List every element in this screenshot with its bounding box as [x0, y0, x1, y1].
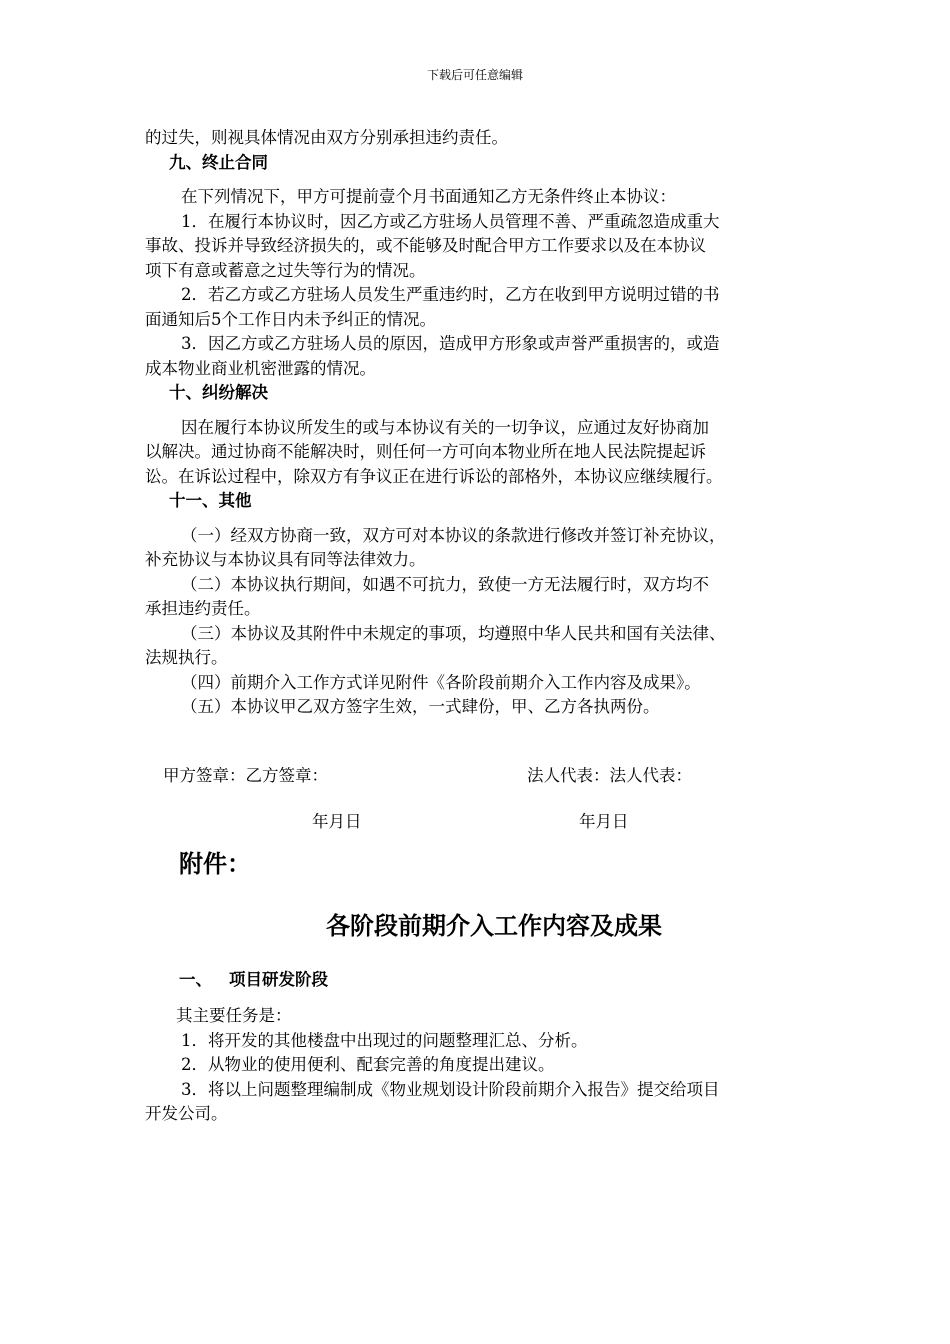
section-heading-research: [145, 968, 813, 993]
page-header: 下载后可任意编辑: [426, 68, 523, 82]
task-item-2: 2．从物业的使用便利、配套完善的角度提出建议。: [181, 1055, 555, 1074]
attachment-label: 附件：: [179, 849, 251, 878]
date-left: 年月日: [312, 811, 362, 831]
task-item-3-line-1: 3．将以上问题整理编制成《物业规划设计阶段前期介入报告》提交给项目: [181, 1079, 720, 1099]
attachment-title: 各阶段前期介入工作内容及成果: [326, 911, 662, 940]
heading-termination: 九、终止合同: [169, 152, 268, 172]
paragraph-continuation: 的过失，则视具体情况由双方分别承担违约责任。: [145, 128, 508, 147]
paragraph-dispute-line-2: 以解决。通过协商不能解决时，则任何一方可向本物业所在地人民法院提起诉: [145, 442, 706, 461]
clause-9-3-line-2: 成本物业商业机密泄露的情况。: [145, 358, 376, 378]
section-title: 项目研发阶段: [229, 969, 328, 989]
paragraph-dispute-line-3: 讼。在诉讼过程中，除双方有争议正在进行诉讼的部格外，本协议应继续履行。: [145, 466, 723, 486]
clause-11-3-line-2: 法规执行。: [145, 648, 228, 667]
clause-11-1-line-1: （一）经双方协商一致，双方可对本协议的条款进行修改并签订补充协议，: [181, 525, 726, 545]
heading-dispute: 十、纠纷解决: [169, 383, 268, 402]
clause-11-3-line-1: （三）本协议及其附件中未规定的事项，均遵照中华人民共和国有关法律、: [181, 623, 726, 643]
clause-9-1-line-2: 事故、投诉并导致经济损失的，或不能够及时配合甲方工作要求以及在本协议: [145, 236, 706, 255]
clause-9-1-line-3: 项下有意或蓄意之过失等行为的情况。: [145, 260, 426, 280]
clause-9-1-line-1: 1．在履行本协议时，因乙方或乙方驻场人员管理不善、严重疏忽造成重大: [181, 211, 720, 231]
clause-11-2-line-1: （二）本协议执行期间，如遇不可抗力，致使一方无法履行时，双方均不: [181, 574, 709, 594]
section-number: 一、: [179, 969, 212, 989]
clause-9-2-line-2: 面通知后5个工作日内未予纠正的情况。: [145, 309, 436, 329]
signature-parties: 甲方签章：乙方签章：: [163, 765, 328, 785]
heading-other: 十一、其他: [169, 491, 252, 510]
document-body: [145, 126, 813, 1127]
clause-11-4: （四）前期介入工作方式详见附件《各阶段前期介入工作内容及成果》。: [181, 672, 701, 692]
clause-9-3-line-1: 3．因乙方或乙方驻场人员的原因，造成甲方形象或声誉严重损害的，或造: [181, 334, 720, 353]
task-item-1: 1．将开发的其他楼盘中出现过的问题整理汇总、分析。: [181, 1030, 588, 1050]
task-item-3-line-2: 开发公司。: [145, 1104, 228, 1123]
date-right: 年月日: [579, 811, 629, 831]
signature-legal-reps: 法人代表：法人代表：: [527, 765, 692, 785]
clause-11-1-line-2: 补充协议与本协议具有同等法律效力。: [145, 550, 426, 569]
tasks-intro: 其主要任务是：: [176, 1006, 292, 1025]
clause-9-2-line-1: 2．若乙方或乙方驻场人员发生严重违约时，乙方在收到甲方说明过错的书: [181, 285, 720, 304]
clause-11-5: （五）本协议甲乙双方签字生效，一式肆份，甲、乙方各执两份。: [181, 697, 660, 716]
paragraph-dispute-line-1: 因在履行本协议所发生的或与本协议有关的一切争议，应通过友好协商加: [181, 417, 709, 437]
signature-row: [145, 764, 813, 788]
paragraph-termination-intro: 在下列情况下，甲方可提前壹个月书面通知乙方无条件终止本协议：: [181, 187, 676, 206]
clause-11-2-line-2: 承担违约责任。: [145, 599, 261, 618]
date-row: [145, 810, 813, 834]
